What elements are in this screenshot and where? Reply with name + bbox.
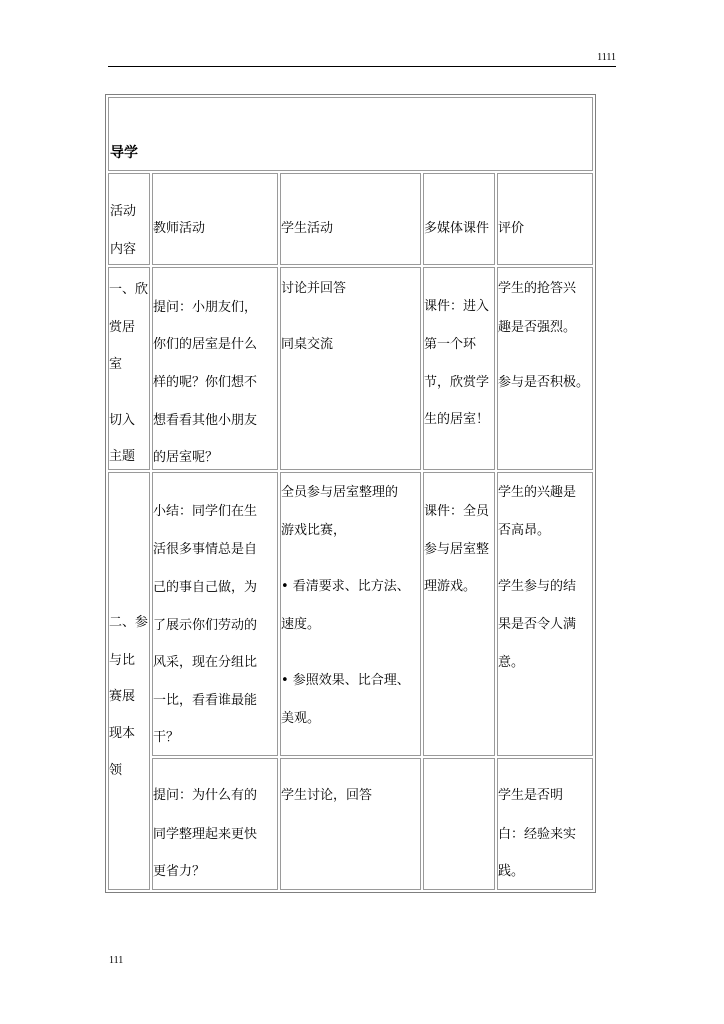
row1-content-line: 一、欣 bbox=[109, 282, 149, 297]
row3-student-line: 学生讨论，回答 bbox=[281, 788, 373, 803]
row3-student bbox=[280, 758, 421, 890]
header-media-label: 多媒体课件 bbox=[424, 221, 490, 236]
row1-student-line: 同桌交流 bbox=[281, 337, 334, 352]
row2-student bbox=[280, 472, 421, 756]
row1-teacher bbox=[152, 267, 278, 470]
header-page-number: 1111 bbox=[597, 52, 616, 63]
row1-evaluation-line: 趣是否强烈。 bbox=[498, 320, 577, 335]
row3-evaluation bbox=[497, 758, 593, 890]
row2-student-line: 全员参与居室整理的 bbox=[281, 485, 399, 500]
row1-media bbox=[423, 267, 495, 470]
row2-content-line: 现本 bbox=[109, 726, 136, 741]
row3-evaluation-line: 白：经验来实 bbox=[498, 827, 577, 842]
row2-content-line: 赛展 bbox=[109, 689, 136, 704]
header-teacher bbox=[152, 173, 278, 265]
row2-media-line: 参与居室整 bbox=[424, 542, 490, 557]
row2-student-line: 游戏比赛， bbox=[281, 523, 347, 538]
header-evaluation bbox=[497, 173, 593, 265]
row2-student-line: 速度。 bbox=[281, 617, 321, 632]
row2-teacher-line: 小结：同学们在生 bbox=[153, 504, 258, 519]
row2-teacher-line: 干？ bbox=[153, 730, 180, 745]
row2-teacher-line: 活很多事情总是自 bbox=[153, 542, 258, 557]
row2-student-line: 美观。 bbox=[281, 711, 321, 726]
row2-teacher-line: 风采，现在分组比 bbox=[153, 655, 258, 670]
row1-teacher-line: 提问：小朋友们， bbox=[153, 300, 258, 315]
lesson-table bbox=[105, 94, 596, 893]
table-row bbox=[108, 472, 593, 756]
row2-content-line: 二、参 bbox=[109, 615, 149, 630]
row2-media bbox=[423, 472, 495, 756]
row3-teacher-line: 提问：为什么有的 bbox=[153, 788, 258, 803]
header-content-line2: 内容 bbox=[110, 242, 137, 257]
row2-teacher-line: 己的事自己做，为 bbox=[153, 580, 258, 595]
row1-content-line: 赏居 bbox=[109, 320, 136, 335]
table-title-cell bbox=[108, 97, 593, 171]
row1-media-line: 生的居室！ bbox=[424, 412, 490, 427]
header-rule bbox=[108, 66, 616, 67]
row2-evaluation bbox=[497, 472, 593, 756]
row2-teacher bbox=[152, 472, 278, 756]
row2-evaluation-line: 果是否令人满 bbox=[498, 617, 577, 632]
header-content bbox=[108, 173, 150, 265]
row3-teacher-line: 更省力？ bbox=[153, 864, 206, 879]
row1-media-line: 第一个环 bbox=[424, 337, 477, 352]
header-student bbox=[280, 173, 421, 265]
row3-evaluation-line: 学生是否明 bbox=[498, 788, 564, 803]
table-title: 导学 bbox=[110, 145, 138, 161]
row2-media-line: 理游戏。 bbox=[424, 579, 477, 594]
table-row bbox=[108, 758, 593, 890]
row2-content-line: 领 bbox=[109, 763, 123, 778]
row1-content-line: 主题 bbox=[109, 449, 136, 464]
row1-teacher-line: 样的呢？你们想不 bbox=[153, 375, 258, 390]
row1-media-line: 节，欣赏学 bbox=[424, 375, 490, 390]
header-content-line1: 活动 bbox=[110, 204, 137, 219]
row2-evaluation-line: 意。 bbox=[498, 655, 525, 670]
header-teacher-label: 教师活动 bbox=[153, 221, 206, 236]
table-row bbox=[108, 267, 593, 470]
row2-evaluation-line: 学生的兴趣是 bbox=[498, 485, 577, 500]
row1-evaluation-line: 学生的抢答兴 bbox=[498, 281, 577, 296]
row1-teacher-line: 的居室呢？ bbox=[153, 450, 219, 465]
row1-student-line: 讨论并回答 bbox=[281, 281, 347, 296]
row1-media-line: 课件：进入 bbox=[424, 299, 490, 314]
row2-evaluation-line: 学生参与的结 bbox=[498, 579, 577, 594]
row2-teacher-line: 了展示你们劳动的 bbox=[153, 618, 258, 633]
row1-content-line: 室 bbox=[109, 357, 123, 372]
row2-evaluation-line: 否高昂。 bbox=[498, 523, 551, 538]
header-student-label: 学生活动 bbox=[281, 221, 334, 236]
row3-media bbox=[423, 758, 495, 890]
row1-teacher-line: 想看看其他小朋友 bbox=[153, 413, 258, 428]
row3-evaluation-line: 践。 bbox=[498, 864, 525, 879]
row3-teacher-line: 同学整理起来更快 bbox=[153, 827, 258, 842]
row2-teacher-line: 一比，看看谁最能 bbox=[153, 693, 258, 708]
row1-content-line: 切入 bbox=[109, 413, 136, 428]
row1-teacher-line: 你们的居室是什么 bbox=[153, 337, 258, 352]
row1-evaluation-line: 参与是否积极。 bbox=[498, 375, 590, 390]
row2-content-line: 与比 bbox=[109, 653, 136, 668]
header-evaluation-label: 评价 bbox=[498, 221, 525, 236]
row1-evaluation bbox=[497, 267, 593, 470]
row1-content bbox=[108, 267, 150, 470]
row1-student bbox=[280, 267, 421, 470]
header-media bbox=[423, 173, 495, 265]
row3-teacher bbox=[152, 758, 278, 890]
row2-media-line: 课件：全员 bbox=[424, 504, 490, 519]
row2-student-line: • 看清要求、比方法、 bbox=[281, 579, 410, 594]
footer-page-number: 111 bbox=[109, 955, 124, 966]
row2-student-line: • 参照效果、比合理、 bbox=[281, 673, 410, 688]
row2-content bbox=[108, 472, 150, 890]
